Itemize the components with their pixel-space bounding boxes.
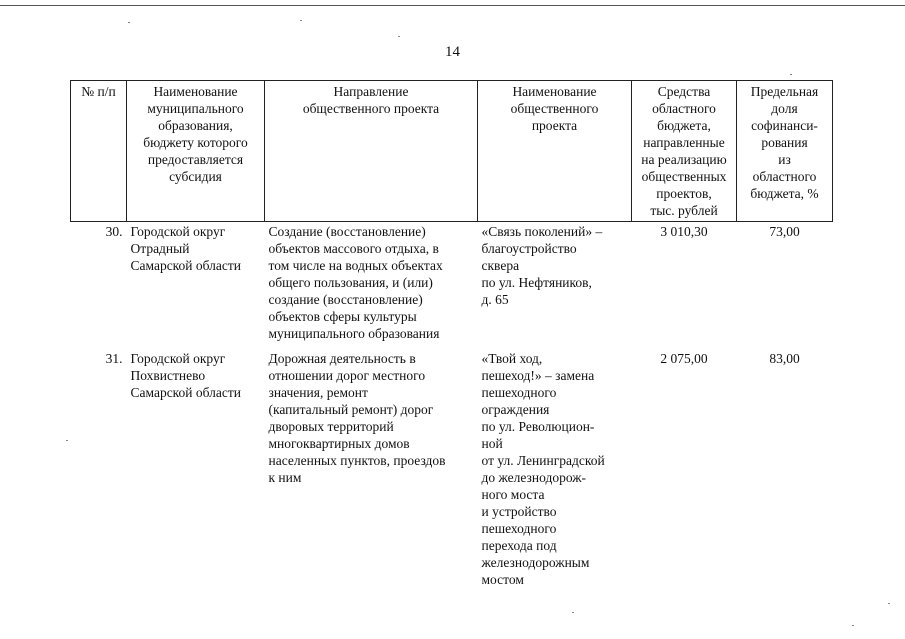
header-number: № п/п	[71, 81, 127, 222]
header-project: Наименование общественного проекта	[478, 81, 632, 222]
top-rule	[0, 5, 905, 6]
row-project: «Связь поколений» – благоустройство сквера по ул. Нефтяников, д. 65	[481, 224, 603, 307]
scan-speck	[790, 74, 792, 75]
scan-speck	[888, 603, 890, 604]
table-row	[71, 222, 833, 351]
scan-speck	[128, 22, 130, 23]
row-share: 83,00	[769, 351, 800, 366]
page-number: 14	[445, 44, 460, 60]
header-direction: Направление общественного проекта	[265, 81, 478, 222]
row-project: «Твой ход, пешеход!» – замена пешеходного ограждения по ул. Революцион- ной от ул. Ленинградской до железнодорож- ного моста и устройство пешеходного перехода под железнодорожным мостом	[481, 351, 605, 587]
row-number: 30.	[105, 224, 123, 239]
header-share: Предельная доля софинанси- рования из областного бюджета, %	[737, 81, 833, 222]
row-municipality: Городской округ Похвистнево Самарской области	[130, 351, 242, 400]
table-header-row	[71, 81, 833, 222]
row-municipality: Городской округ Отрадный Самарской области	[130, 224, 242, 273]
scan-speck	[852, 625, 854, 626]
scan-speck	[398, 36, 400, 37]
scan-speck	[572, 612, 574, 613]
row-amount: 3 010,30	[660, 224, 708, 239]
row-direction: Дорожная деятельность в отношении дорог местного значения, ремонт (капитальный ремонт) дорог дворовых территорий многоквартирных домов населенных пунктов, проездов к ним	[268, 351, 446, 485]
row-number: 31.	[105, 351, 123, 366]
scan-speck	[300, 20, 302, 21]
row-direction: Создание (восстановление) объектов массового отдыха, в том числе на водных объектах общего пользования, и (или) создание (восстановление) объектов сферы культуры муниципального образования	[268, 224, 443, 341]
row-share: 73,00	[769, 224, 800, 239]
scan-speck	[66, 440, 68, 441]
header-municipality: Наименование муниципального образования, бюджету которого предоставляется субсидия	[127, 81, 265, 222]
table-row	[71, 350, 833, 588]
subsidy-table	[70, 80, 833, 588]
header-amount: Средства областного бюджета, направленные на реализацию общественных проектов, тыс. рублей	[632, 81, 737, 222]
row-amount: 2 075,00	[660, 351, 708, 366]
